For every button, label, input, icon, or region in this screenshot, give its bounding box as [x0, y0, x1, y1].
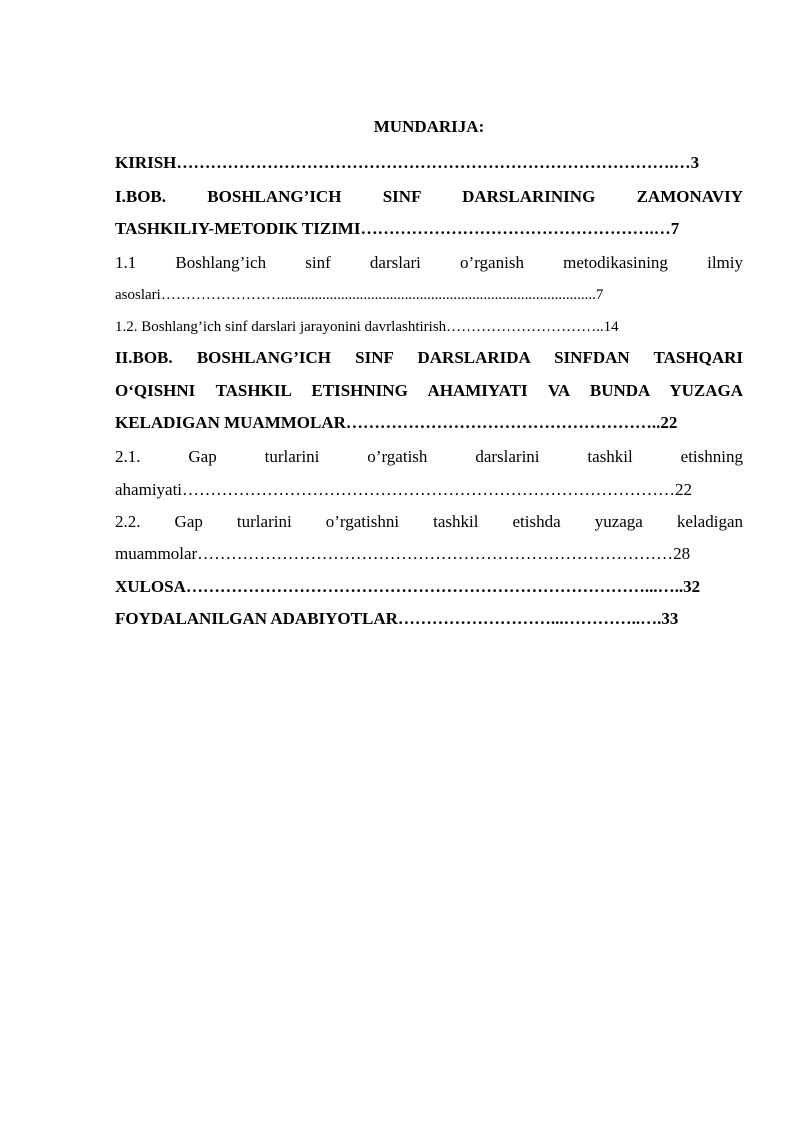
toc-entry-1-1-cont: asoslari……………………....................................................................................7 [115, 287, 604, 303]
toc-entry-xulosa: XULOSA………………………………………………………………………...…..32 [115, 577, 701, 596]
toc-entry-1-1: 1.1 Boshlang’ich sinf darslari o’rganish metodikasining ilmiy [115, 253, 743, 272]
toc-entry-chapter-1-title-cont: TASHKILIY-METODIK TIZIMI…………………………………………….…7 [115, 219, 680, 238]
toc-entry-chapter-2-title: II.BOB. BOSHLANG’ICH SINF DARSLARIDA SINFDAN TASHQARI [115, 348, 743, 367]
toc-entry-2-1-cont: ahamiyati……………………………………………………………………………22 [115, 480, 693, 499]
toc-entry-2-1: 2.1. Gap turlarini o’rgatish darslarini tashkil etishning [115, 447, 743, 466]
toc-title: MUNDARIJA: [373, 117, 485, 136]
toc-entry-2-2: 2.2. Gap turlarini o’rgatishni tashkil etishda yuzaga keladigan [115, 512, 743, 531]
toc-entry-chapter-2-title-cont-1: O‘QISHNI TASHKIL ETISHNING AHAMIYATI VA BUNDA YUZAGA [115, 381, 743, 400]
toc-entry-chapter-2-title-cont-2: KELADIGAN MUAMMOLAR………………………………………………..22 [115, 413, 678, 432]
toc-entry-kirish: KIRISH…………………………………………………………………………….…3 [115, 153, 700, 172]
toc-entry-chapter-1-title: I.BOB. BOSHLANG’ICH SINF DARSLARINING ZAMONAVIY [115, 187, 743, 206]
toc-entry-adabiyotlar: FOYDALANILGAN ADABIYOTLAR………………………...…………..….33 [115, 609, 679, 628]
toc-entry-2-2-cont: muammolar…………………………………………………………………………28 [115, 544, 691, 563]
toc-entry-1-2: 1.2. Boshlang’ich sinf darslari jarayonini davrlashtirish…………………………..14 [115, 319, 619, 335]
